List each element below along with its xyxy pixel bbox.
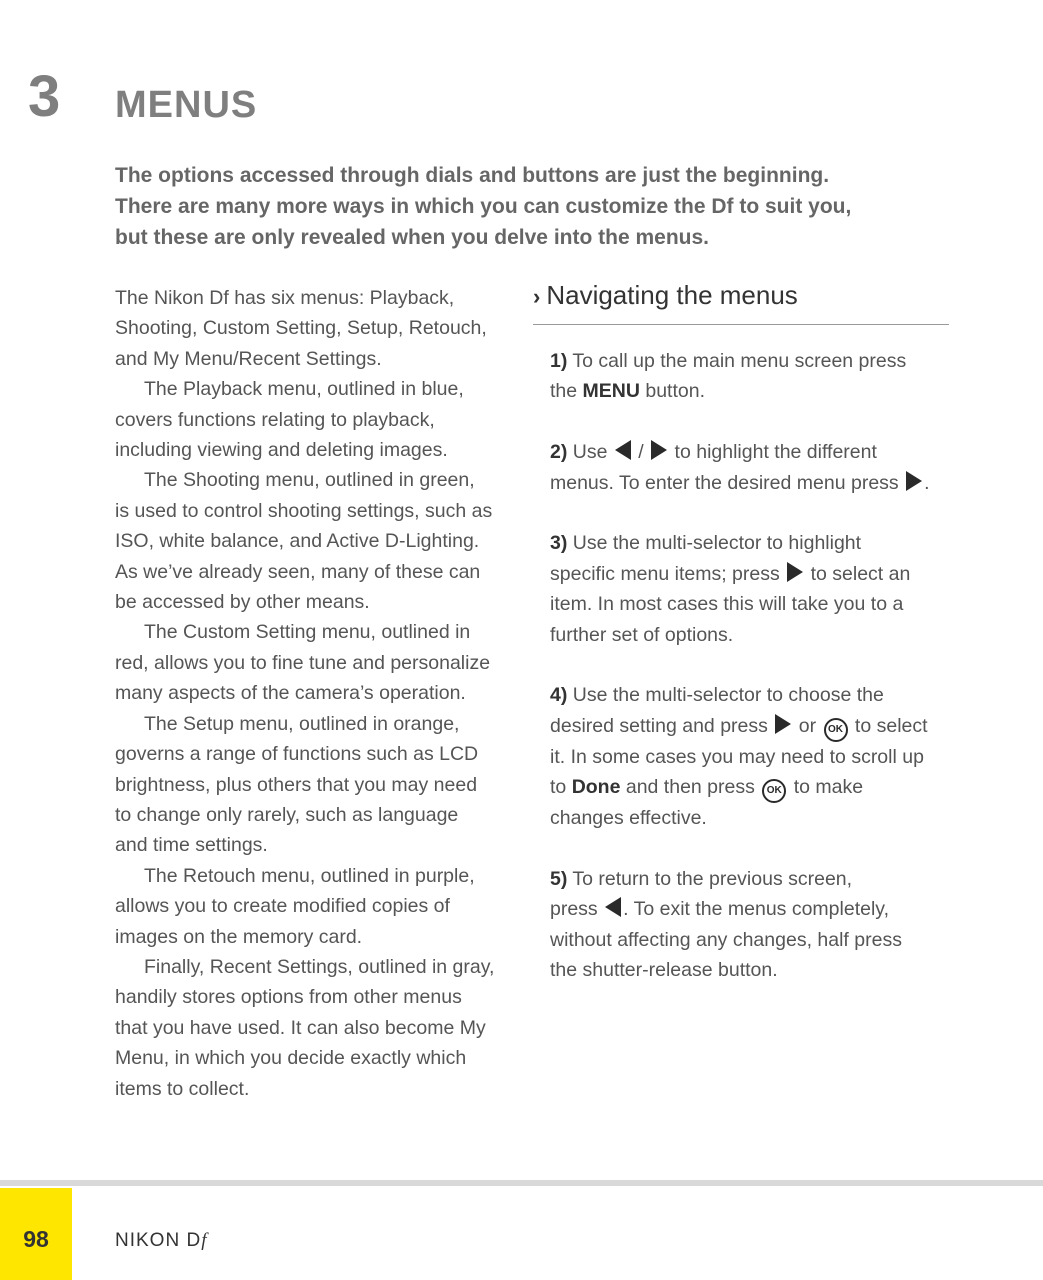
- step-1: [550, 346, 953, 407]
- ok-button-icon: OK: [762, 779, 786, 803]
- book-title-main: NIKON D: [115, 1230, 202, 1251]
- step-number: 3): [550, 532, 568, 555]
- step-text: changes effective.: [550, 807, 707, 830]
- step-number: 5): [550, 868, 568, 891]
- body-line: The Retouch menu, outlined in purple,: [144, 864, 475, 887]
- body-line: items to collect.: [115, 1077, 250, 1100]
- body-line: allows you to create modified copies of: [115, 895, 450, 918]
- body-line: and My Menu/Recent Settings.: [115, 347, 382, 370]
- step-text: and then press: [620, 776, 761, 799]
- body-line: be accessed by other means.: [115, 591, 370, 614]
- book-title-suffix: f: [201, 1230, 208, 1251]
- step-text: .: [924, 471, 930, 494]
- body-line: The Shooting menu, outlined in green,: [144, 469, 475, 492]
- footer-divider: [0, 1180, 1043, 1186]
- body-line: including viewing and deleting images.: [115, 439, 448, 462]
- body-line: governs a range of functions such as LCD: [115, 743, 479, 766]
- intro-line: The options accessed through dials and buttons are just the beginning.: [115, 164, 830, 187]
- step-text: it. In some cases you may need to scroll up: [550, 745, 924, 768]
- step-text: further set of options.: [550, 623, 734, 646]
- done-label: Done: [571, 776, 621, 799]
- step-text: specific menu items; press: [550, 562, 786, 585]
- body-line: Shooting, Custom Setting, Setup, Retouch,: [115, 317, 487, 340]
- step-text: Use the multi-selector to highlight: [567, 532, 862, 555]
- steps-list: [550, 346, 953, 986]
- left-triangle-icon: [605, 897, 621, 917]
- body-line: As we’ve already seen, many of these can: [115, 560, 481, 583]
- body-line: brightness, plus others that you may need: [115, 773, 478, 796]
- body-line: red, allows you to fine tune and personalize: [115, 651, 491, 674]
- step-text: to highlight the different: [669, 441, 877, 464]
- step-text: to make: [788, 776, 864, 799]
- step-text: item. In most cases this will take you to a: [550, 593, 904, 616]
- step-text: the shutter-release button.: [550, 959, 778, 982]
- step-text: /: [632, 441, 650, 464]
- body-line: and time settings.: [115, 834, 268, 857]
- step-text: without affecting any changes, half press: [550, 928, 902, 951]
- intro-line: but these are only revealed when you delve into the menus.: [115, 226, 709, 249]
- section-divider: [533, 324, 949, 325]
- chevron-right-icon: ›: [533, 284, 541, 309]
- right-column: [533, 276, 953, 1016]
- right-triangle-icon: [787, 562, 803, 582]
- step-4: [550, 680, 953, 833]
- step-text: Use: [567, 441, 613, 464]
- right-triangle-icon: [775, 714, 791, 734]
- step-text: to select: [849, 714, 928, 737]
- body-line: ISO, white balance, and Active D-Lighting.: [115, 530, 480, 553]
- step-text: To call up the main menu screen press: [567, 350, 907, 372]
- body-line: handily stores options from other menus: [115, 986, 462, 1009]
- body-line: Finally, Recent Settings, outlined in gray,: [144, 955, 495, 978]
- right-triangle-icon: [906, 471, 922, 491]
- chapter-intro: [115, 160, 945, 253]
- step-text: desired setting and press: [550, 714, 774, 737]
- chapter-title: MENUS: [115, 84, 258, 126]
- body-line: images on the memory card.: [115, 925, 363, 948]
- step-2: [550, 437, 953, 498]
- body-line: many aspects of the camera’s operation.: [115, 682, 466, 705]
- body-line: to change only rarely, such as language: [115, 803, 459, 826]
- ok-button-icon: OK: [824, 718, 848, 742]
- left-column-text: [115, 283, 520, 1104]
- body-line: The Custom Setting menu, outlined in: [144, 621, 471, 644]
- body-line: The Playback menu, outlined in blue,: [144, 378, 464, 401]
- body-line: Menu, in which you decide exactly which: [115, 1047, 467, 1070]
- body-line: is used to control shooting settings, such as: [115, 499, 493, 522]
- step-text: press: [550, 898, 604, 921]
- page-number: 98: [23, 1226, 49, 1252]
- step-3: [550, 528, 953, 650]
- step-5: [550, 864, 953, 986]
- book-title: [115, 1230, 207, 1252]
- section-heading-text: Navigating the menus: [546, 280, 798, 310]
- step-text: . To exit the menus completely,: [623, 898, 890, 921]
- body-line: that you have used. It can also become My: [115, 1016, 486, 1039]
- step-text: or: [793, 714, 822, 737]
- step-text: button.: [639, 380, 706, 403]
- step-text: to select an: [805, 562, 911, 585]
- body-line: The Nikon Df has six menus: Playback,: [115, 287, 455, 309]
- step-text: to: [550, 776, 572, 799]
- step-text: Use the multi-selector to choose the: [567, 684, 884, 707]
- step-text: menus. To enter the desired menu press: [550, 471, 905, 494]
- body-line: covers functions relating to playback,: [115, 408, 435, 431]
- step-number: 4): [550, 684, 568, 707]
- right-triangle-icon: [651, 440, 667, 460]
- step-number: 2): [550, 441, 568, 464]
- left-triangle-icon: [615, 440, 631, 460]
- step-text: the: [550, 380, 583, 403]
- intro-line: There are many more ways in which you can customize the Df to suit you,: [115, 195, 852, 218]
- menu-button-label: MENU: [582, 380, 640, 403]
- step-text: To return to the previous screen,: [567, 868, 853, 891]
- section-heading: [533, 276, 953, 316]
- step-number: 1): [550, 350, 568, 372]
- body-line: The Setup menu, outlined in orange,: [144, 712, 460, 735]
- chapter-number: 3: [28, 64, 61, 129]
